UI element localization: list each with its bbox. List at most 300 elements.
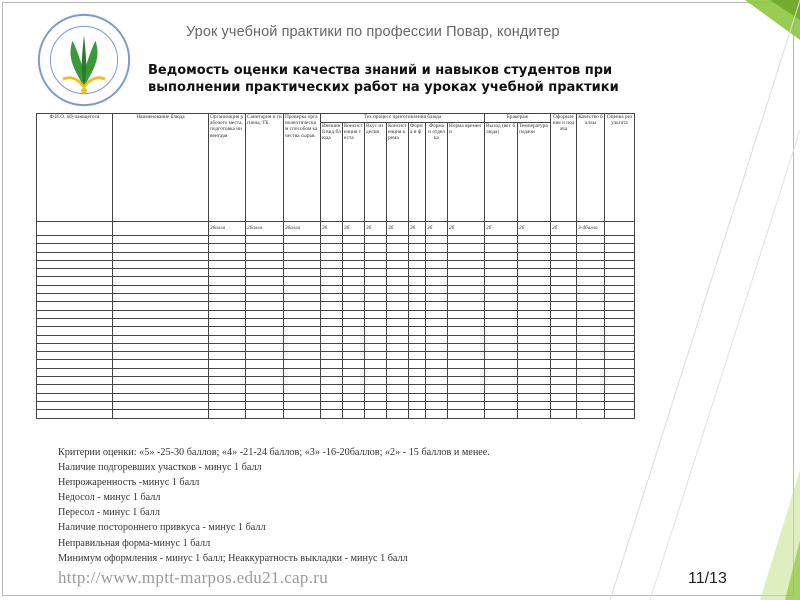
table-cell <box>518 401 551 409</box>
table-cell <box>448 377 485 385</box>
table-cell <box>518 327 551 335</box>
table-cell <box>37 352 113 360</box>
points-cell <box>605 222 635 236</box>
table-cell <box>577 236 605 244</box>
table-cell <box>113 368 209 376</box>
table-cell <box>387 368 409 376</box>
table-cell <box>343 385 365 393</box>
table-cell <box>605 277 635 285</box>
table-cell <box>577 310 605 318</box>
table-cell <box>448 393 485 401</box>
table-cell <box>426 401 448 409</box>
table-cell <box>605 401 635 409</box>
table-cell <box>37 285 113 293</box>
table-row <box>37 310 635 318</box>
table-cell <box>485 294 518 302</box>
table-cell <box>321 360 343 368</box>
table-cell <box>518 343 551 351</box>
table-cell <box>448 260 485 268</box>
table-cell <box>518 277 551 285</box>
table-cell <box>409 269 426 277</box>
table-cell <box>343 244 365 252</box>
table-cell <box>246 410 284 418</box>
table-cell <box>485 343 518 351</box>
table-cell <box>246 360 284 368</box>
table-cell <box>409 277 426 285</box>
table-cell <box>113 377 209 385</box>
green-stripes-decoration <box>610 0 800 600</box>
table-cell <box>37 252 113 260</box>
table-cell <box>387 260 409 268</box>
table-cell <box>365 352 387 360</box>
table-cell <box>37 302 113 310</box>
college-emblem-icon <box>36 12 132 108</box>
table-cell <box>113 269 209 277</box>
table-cell <box>113 252 209 260</box>
table-cell <box>577 269 605 277</box>
table-cell <box>37 335 113 343</box>
table-cell <box>409 377 426 385</box>
table-cell <box>409 302 426 310</box>
table-cell <box>37 393 113 401</box>
table-cell <box>485 302 518 310</box>
assessment-table <box>36 113 635 419</box>
table-cell <box>343 269 365 277</box>
table-cell <box>343 302 365 310</box>
table-cell <box>426 277 448 285</box>
table-cell <box>426 385 448 393</box>
table-cell <box>409 252 426 260</box>
table-cell <box>448 236 485 244</box>
table-cell <box>321 343 343 351</box>
table-cell <box>113 260 209 268</box>
points-cell: 2б <box>485 222 518 236</box>
table-cell <box>209 236 246 244</box>
table-cell <box>387 318 409 326</box>
table-cell <box>387 393 409 401</box>
table-cell <box>209 252 246 260</box>
table-cell <box>284 410 321 418</box>
table-cell <box>518 310 551 318</box>
criteria-line: Непрожаренность -минус 1 балл <box>58 477 200 489</box>
table-cell <box>365 335 387 343</box>
table-cell <box>246 260 284 268</box>
table-cell <box>284 252 321 260</box>
table-cell <box>577 401 605 409</box>
table-cell <box>209 401 246 409</box>
table-cell <box>426 310 448 318</box>
table-cell <box>343 294 365 302</box>
table-cell <box>577 368 605 376</box>
grading-criteria <box>58 445 598 566</box>
table-cell <box>577 285 605 293</box>
table-cell <box>246 335 284 343</box>
table-cell <box>409 335 426 343</box>
table-cell <box>209 269 246 277</box>
table-cell <box>409 327 426 335</box>
table-cell <box>209 302 246 310</box>
table-cell <box>113 393 209 401</box>
table-cell <box>485 285 518 293</box>
table-cell <box>321 294 343 302</box>
table-cell <box>518 294 551 302</box>
table-cell <box>321 377 343 385</box>
table-cell <box>518 393 551 401</box>
table-cell <box>409 236 426 244</box>
table-cell <box>37 310 113 318</box>
subheader-tech: Форма и ф <box>409 123 426 222</box>
table-cell <box>551 269 577 277</box>
table-cell <box>485 360 518 368</box>
table-row <box>37 252 635 260</box>
table-cell <box>426 252 448 260</box>
table-cell <box>284 368 321 376</box>
table-cell <box>577 294 605 302</box>
criteria-line: Неправильная форма-минус 1 балл <box>58 537 211 549</box>
table-cell <box>605 393 635 401</box>
table-cell <box>551 335 577 343</box>
table-cell <box>605 335 635 343</box>
table-cell <box>343 327 365 335</box>
table-cell <box>113 277 209 285</box>
table-cell <box>113 385 209 393</box>
table-cell <box>426 335 448 343</box>
table-cell <box>246 377 284 385</box>
header-tech-process: Тех.процесс приготовления блюда <box>321 114 485 123</box>
table-cell <box>387 343 409 351</box>
table-cell <box>113 294 209 302</box>
table-cell <box>343 260 365 268</box>
table-cell <box>113 410 209 418</box>
blank-rows <box>37 236 635 419</box>
table-cell <box>448 368 485 376</box>
points-cell: 3б <box>426 222 448 236</box>
table-cell <box>365 269 387 277</box>
header-brakerage: Бракераж <box>485 114 551 123</box>
table-cell <box>113 244 209 252</box>
table-cell <box>321 368 343 376</box>
table-cell <box>605 343 635 351</box>
table-cell <box>518 335 551 343</box>
table-row <box>37 302 635 310</box>
table-cell <box>284 393 321 401</box>
table-cell <box>209 385 246 393</box>
table-cell <box>37 260 113 268</box>
criteria-line: Критерии оценки: «5» -25-30 баллов; «4» -21-24 баллов; «3» -16-20баллов; «2» - 15 баллов и менее. <box>58 447 490 458</box>
table-cell <box>426 410 448 418</box>
table-cell <box>284 285 321 293</box>
table-cell <box>365 401 387 409</box>
table-cell <box>551 294 577 302</box>
table-cell <box>365 294 387 302</box>
table-cell <box>284 343 321 351</box>
table-cell <box>485 310 518 318</box>
table-cell <box>605 327 635 335</box>
table-cell <box>321 236 343 244</box>
table-cell <box>284 277 321 285</box>
table-cell <box>426 393 448 401</box>
table-cell <box>113 302 209 310</box>
table-cell <box>485 252 518 260</box>
table-cell <box>551 244 577 252</box>
table-cell <box>485 236 518 244</box>
subheader-tech: Внешний вид блюда <box>321 123 343 222</box>
table-cell <box>409 368 426 376</box>
table-cell <box>365 302 387 310</box>
table-cell <box>113 360 209 368</box>
table-cell <box>321 410 343 418</box>
document-title-line1: Ведомость оценки качества знаний и навыков студентов при <box>148 63 613 78</box>
table-cell <box>605 377 635 385</box>
table-cell <box>37 294 113 302</box>
document-title-line2: выполнении практических работ на уроках учебной практики <box>148 80 619 95</box>
table-cell <box>448 401 485 409</box>
table-row <box>37 318 635 326</box>
table-cell <box>343 377 365 385</box>
table-cell <box>409 310 426 318</box>
table-row <box>37 352 635 360</box>
table-cell <box>365 343 387 351</box>
table-cell <box>518 410 551 418</box>
table-cell <box>387 377 409 385</box>
table-cell <box>343 352 365 360</box>
table-cell <box>321 385 343 393</box>
table-cell <box>605 294 635 302</box>
table-cell <box>365 368 387 376</box>
table-cell <box>387 385 409 393</box>
table-row <box>37 327 635 335</box>
table-cell <box>246 385 284 393</box>
table-cell <box>343 318 365 326</box>
table-cell <box>485 335 518 343</box>
table-cell <box>246 368 284 376</box>
table-cell <box>551 368 577 376</box>
table-cell <box>485 244 518 252</box>
table-cell <box>387 252 409 260</box>
criteria-line: Недосол - минус 1 балл <box>58 492 161 504</box>
subheader-tech: Вкус изделия <box>365 123 387 222</box>
table-cell <box>448 327 485 335</box>
table-cell <box>37 360 113 368</box>
table-cell <box>246 310 284 318</box>
table-cell <box>365 385 387 393</box>
table-cell <box>426 368 448 376</box>
table-cell <box>246 401 284 409</box>
table-cell <box>365 318 387 326</box>
table-cell <box>321 252 343 260</box>
subheader-brakerage: Выход (вес блюда) <box>485 123 518 222</box>
table-cell <box>518 260 551 268</box>
points-cell: 2б <box>551 222 577 236</box>
table-cell <box>605 285 635 293</box>
table-cell <box>365 377 387 385</box>
table-cell <box>605 318 635 326</box>
table-cell <box>551 385 577 393</box>
table-cell <box>284 385 321 393</box>
table-cell <box>365 410 387 418</box>
table-row <box>37 236 635 244</box>
table-cell <box>37 318 113 326</box>
table-cell <box>577 410 605 418</box>
table-cell <box>321 335 343 343</box>
table-cell <box>321 260 343 268</box>
table-cell <box>365 244 387 252</box>
table-cell <box>426 244 448 252</box>
table-cell <box>387 269 409 277</box>
table-cell <box>518 352 551 360</box>
table-cell <box>409 244 426 252</box>
table-cell <box>426 327 448 335</box>
table-cell <box>387 327 409 335</box>
table-cell <box>605 269 635 277</box>
table-cell <box>246 343 284 351</box>
table-cell <box>551 327 577 335</box>
table-row <box>37 410 635 418</box>
header-raw-check: Проверка органолептическим способом качества сырья. <box>284 114 321 222</box>
table-cell <box>605 244 635 252</box>
table-cell <box>343 310 365 318</box>
table-cell <box>284 335 321 343</box>
table-cell <box>605 302 635 310</box>
table-cell <box>409 343 426 351</box>
header-workplace: Организация рабочего места, подготовка инвентаря <box>209 114 246 222</box>
points-cell: 3б <box>321 222 343 236</box>
table-cell <box>485 318 518 326</box>
table-cell <box>321 269 343 277</box>
table-cell <box>209 335 246 343</box>
table-cell <box>426 318 448 326</box>
table-cell <box>518 377 551 385</box>
subheader-brakerage: Температура подачи <box>518 123 551 222</box>
table-cell <box>246 236 284 244</box>
table-cell <box>387 277 409 285</box>
table-cell <box>284 377 321 385</box>
table-cell <box>284 236 321 244</box>
table-cell <box>209 310 246 318</box>
table-cell <box>284 269 321 277</box>
points-cell: 3балла <box>209 222 246 236</box>
criteria-line: Наличие подгоревших участков - минус 1 балл <box>58 462 262 474</box>
table-cell <box>113 327 209 335</box>
table-cell <box>321 327 343 335</box>
table-cell <box>448 252 485 260</box>
table-cell <box>37 385 113 393</box>
table-cell <box>577 260 605 268</box>
table-row <box>37 244 635 252</box>
table-row <box>37 343 635 351</box>
table-cell <box>284 244 321 252</box>
table-cell <box>448 302 485 310</box>
table-cell <box>551 343 577 351</box>
table-cell <box>387 236 409 244</box>
table-cell <box>426 294 448 302</box>
table-cell <box>577 252 605 260</box>
table-cell <box>343 252 365 260</box>
table-cell <box>551 252 577 260</box>
table-cell <box>37 236 113 244</box>
table-row <box>37 393 635 401</box>
subheader-tech: Форма и отделка <box>426 123 448 222</box>
table-cell <box>577 343 605 351</box>
header-quality: Качество баллы <box>577 114 605 222</box>
table-cell <box>551 260 577 268</box>
table-cell <box>551 377 577 385</box>
table-cell <box>577 327 605 335</box>
table-cell <box>518 360 551 368</box>
table-header-row <box>37 114 635 123</box>
table-cell <box>577 377 605 385</box>
table-cell <box>387 360 409 368</box>
table-cell <box>448 277 485 285</box>
table-cell <box>37 343 113 351</box>
table-cell <box>37 410 113 418</box>
table-cell <box>113 310 209 318</box>
table-cell <box>485 368 518 376</box>
table-cell <box>485 393 518 401</box>
table-cell <box>518 318 551 326</box>
table-cell <box>577 352 605 360</box>
table-cell <box>209 360 246 368</box>
table-cell <box>448 318 485 326</box>
table-cell <box>448 269 485 277</box>
table-cell <box>426 343 448 351</box>
table-cell <box>448 385 485 393</box>
table-cell <box>284 310 321 318</box>
table-cell <box>485 385 518 393</box>
header-design: Оформление и подача <box>551 114 577 222</box>
table-cell <box>246 277 284 285</box>
table-cell <box>284 327 321 335</box>
table-cell <box>551 277 577 285</box>
table-cell <box>343 277 365 285</box>
table-cell <box>284 294 321 302</box>
table-cell <box>551 360 577 368</box>
table-cell <box>551 410 577 418</box>
table-cell <box>113 236 209 244</box>
table-cell <box>37 401 113 409</box>
table-cell <box>577 393 605 401</box>
table-cell <box>387 335 409 343</box>
table-cell <box>605 252 635 260</box>
table-cell <box>365 260 387 268</box>
table-cell <box>209 260 246 268</box>
table-cell <box>605 260 635 268</box>
table-row <box>37 360 635 368</box>
table-cell <box>387 410 409 418</box>
table-cell <box>209 368 246 376</box>
table-cell <box>246 393 284 401</box>
table-cell <box>551 393 577 401</box>
table-cell <box>343 285 365 293</box>
table-cell <box>365 327 387 335</box>
table-cell <box>605 352 635 360</box>
table-cell <box>365 277 387 285</box>
table-cell <box>343 236 365 244</box>
table-cell <box>426 260 448 268</box>
points-cell: 3б <box>365 222 387 236</box>
criteria-line: Минимум оформления - минус 1 балл; Неаккуратность выкладки - минус 1 балл <box>58 552 408 564</box>
table-cell <box>209 377 246 385</box>
points-cell: 3балла <box>284 222 321 236</box>
table-cell <box>577 385 605 393</box>
table-cell <box>577 360 605 368</box>
table-cell <box>321 285 343 293</box>
lesson-title: Урок учебной практики по профессии Повар, кондитер <box>186 24 560 40</box>
table-cell <box>321 352 343 360</box>
table-cell <box>518 368 551 376</box>
header-grade: Оценка результата <box>605 114 635 222</box>
table-cell <box>605 385 635 393</box>
